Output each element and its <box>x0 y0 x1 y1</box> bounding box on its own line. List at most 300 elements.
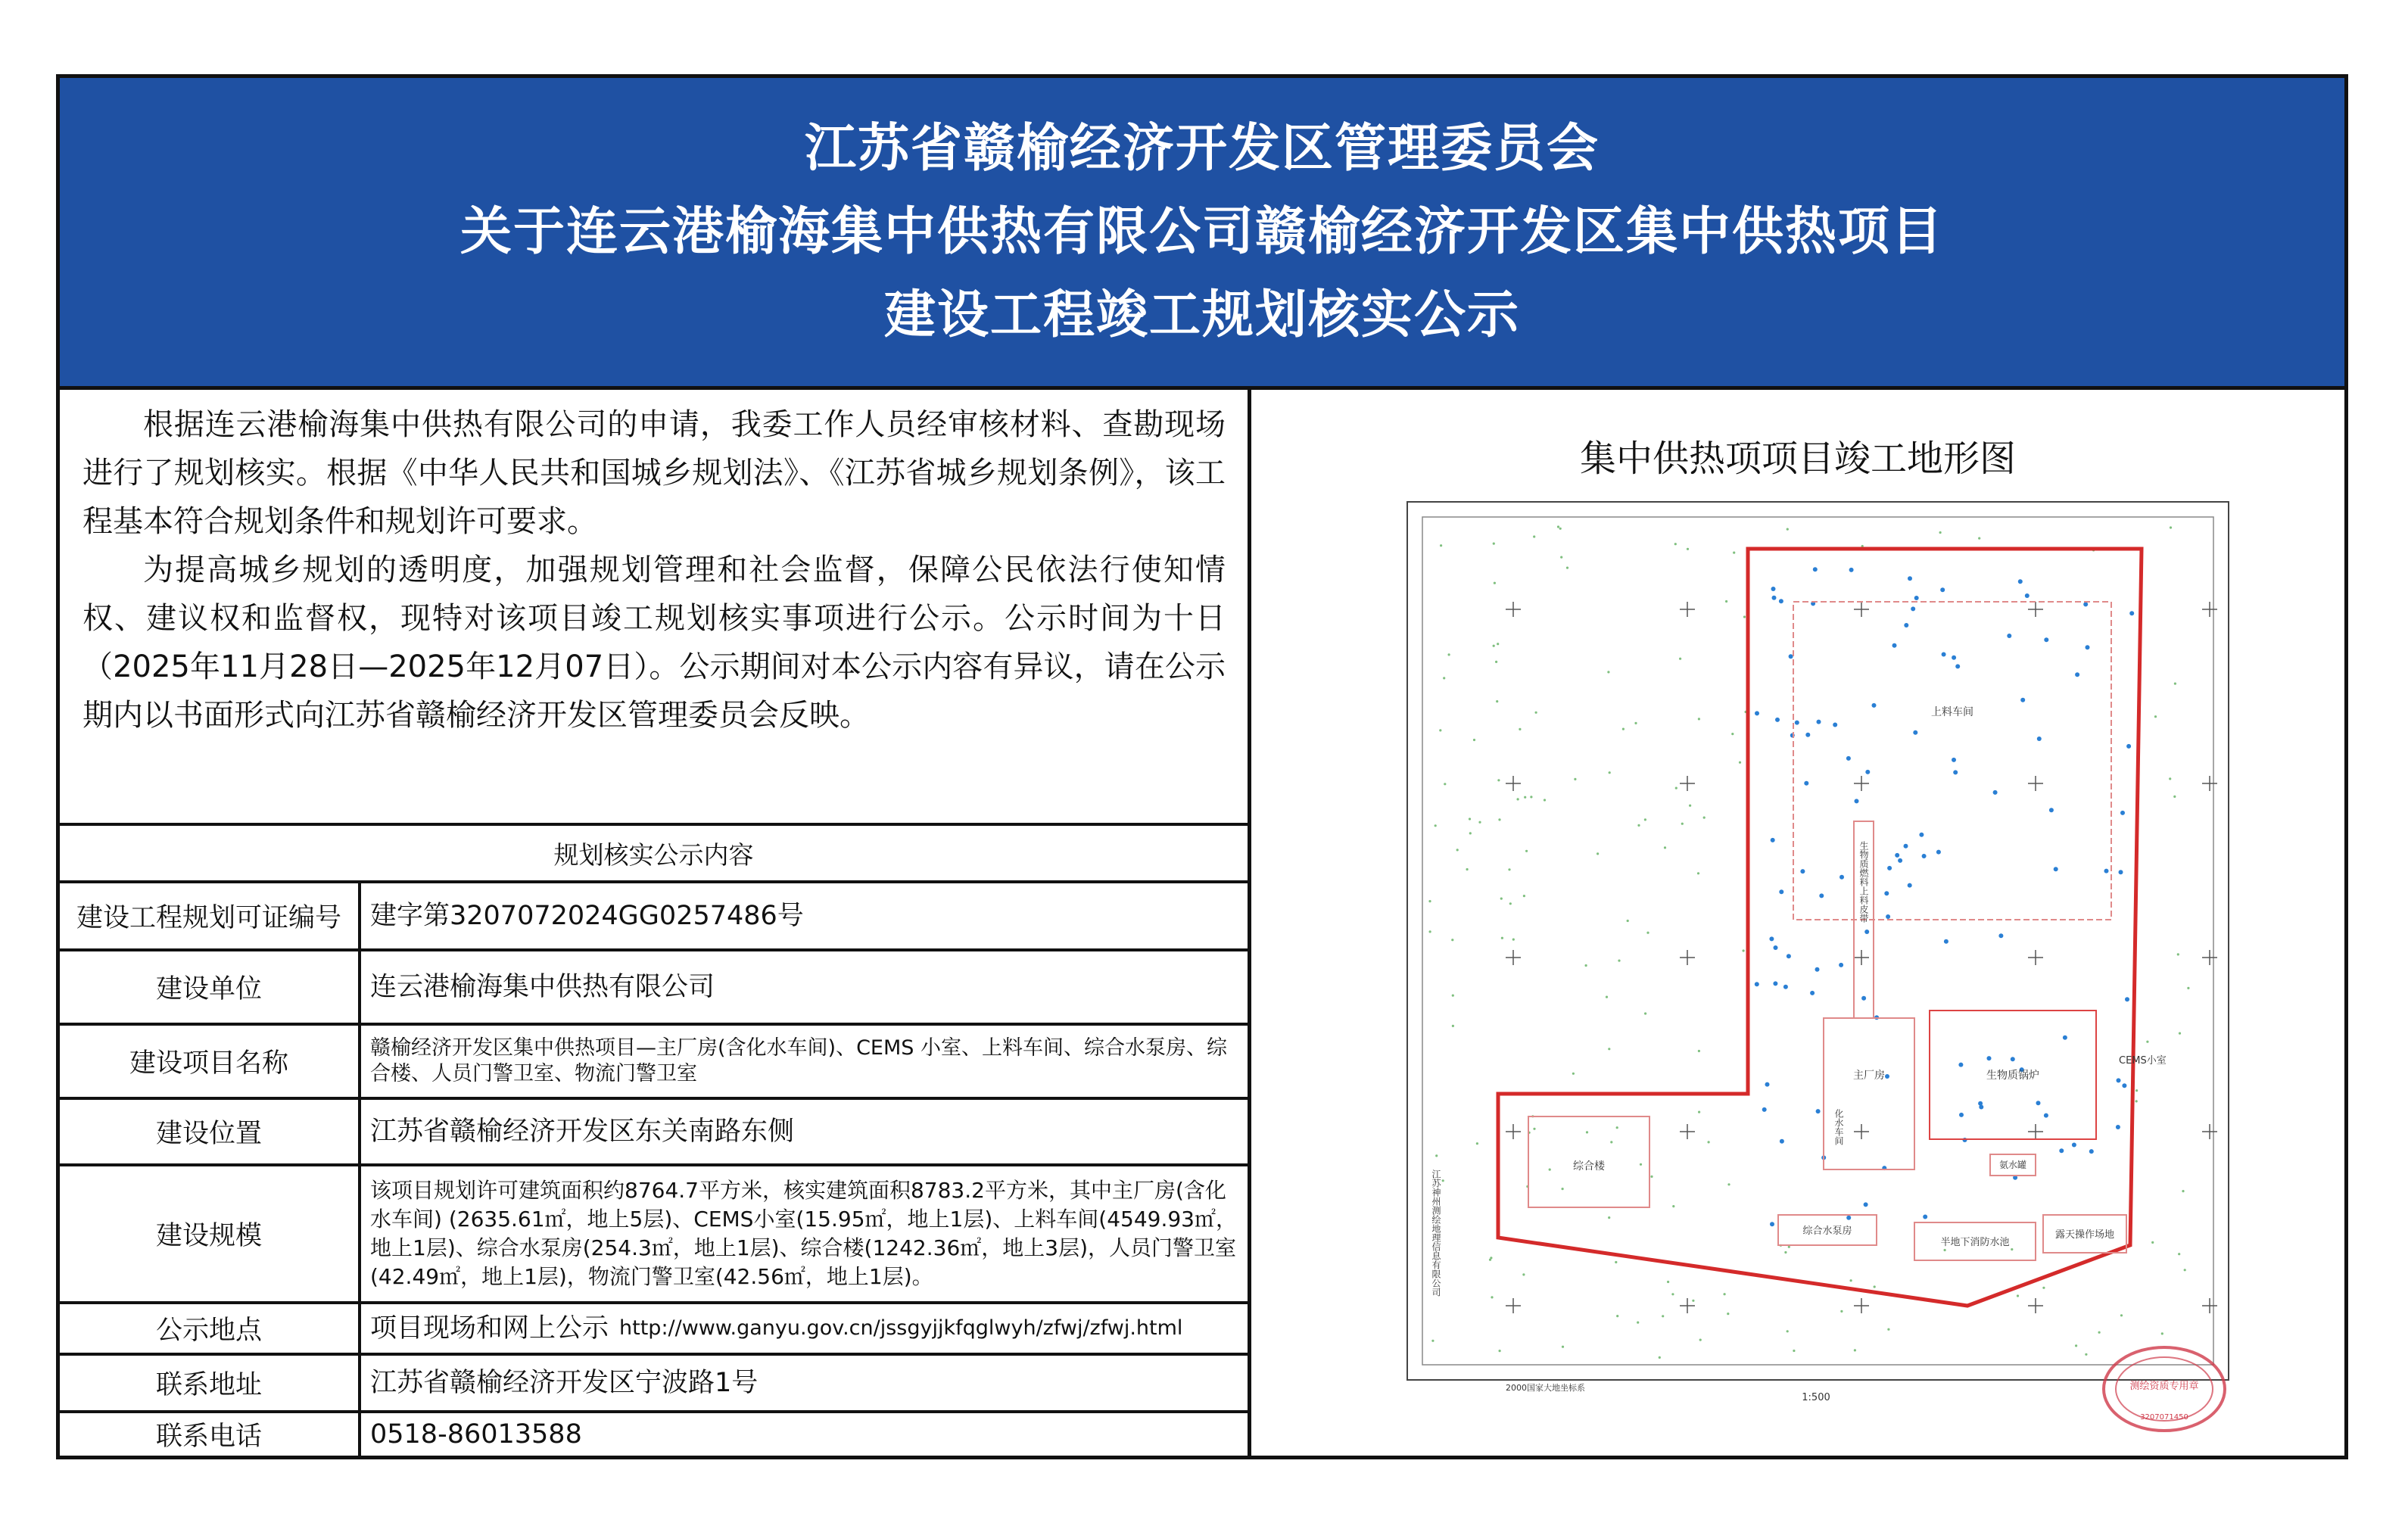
elevation-point <box>1789 654 1793 659</box>
elevation-point <box>2151 1241 2154 1244</box>
elevation-point <box>2036 1101 2041 1105</box>
elevation-point <box>1779 889 1783 894</box>
elevation-point <box>1508 868 1510 870</box>
elevation-point <box>1725 600 1727 603</box>
elevation-point <box>1839 963 1843 967</box>
elevation-point <box>1664 846 1666 849</box>
row-value-builder: 连云港榆海集中供热有限公司 <box>370 972 715 1002</box>
elevation-point <box>1773 981 1777 986</box>
row-value-scale: 该项目规划许可建筑面积约8764.7平方米，核实建筑面积8783.2平方米，其中主厂房(含化水车间) (2635.61㎡，地上5层)、CEMS小室(15.95㎡，地上1层)、上料车间(4549.93㎡，地上1层)、综合水泵房(254.3㎡，地上1层)、综合楼(1242.36㎡，地上3层)，人员门警卫室(42.49㎡，地上1层)，物流门警卫室(42.56㎡，地上1层)。 <box>370 1178 1237 1289</box>
elevation-point <box>1525 850 1528 852</box>
elevation-point <box>1780 1139 1784 1144</box>
elevation-point <box>1772 596 1777 600</box>
row-value-project-name: 赣榆经济开发区集中供热项目—主厂房(含化水车间)、CEMS 小室、上料车间、综合水泵房、综合楼、人员门警卫室、物流门警卫室 <box>370 1036 1227 1085</box>
elevation-point <box>1697 872 1699 874</box>
elevation-point <box>2007 634 2011 638</box>
elevation-point <box>1679 658 1681 660</box>
elevation-point <box>1815 967 1820 972</box>
elevation-point <box>1944 939 1949 944</box>
elevation-point <box>2179 1032 2181 1035</box>
elevation-point <box>2184 1269 2186 1271</box>
label-conveyor: 生物质燃料上料皮带 <box>1858 841 1869 923</box>
elevation-point <box>1755 982 1759 986</box>
elevation-point <box>1452 995 1454 997</box>
row-label-permit-number: 建设工程规划可证编号 <box>60 883 361 948</box>
label-ammonia-tank: 氨水罐 <box>1998 1160 2027 1170</box>
elevation-point <box>1442 1179 1444 1182</box>
elevation-point <box>1557 525 1559 528</box>
table-row <box>60 1301 1248 1353</box>
row-label-phone: 联系电话 <box>60 1413 361 1456</box>
elevation-point <box>1787 954 1791 958</box>
verification-table <box>60 823 1248 1456</box>
elevation-point <box>2117 1078 2121 1082</box>
elevation-point <box>1496 700 1498 702</box>
elevation-point <box>1435 1154 1438 1157</box>
elevation-point <box>1443 677 1445 679</box>
elevation-point <box>1429 930 1431 933</box>
elevation-point <box>1908 883 1912 888</box>
elevation-point <box>1840 1310 1843 1313</box>
elevation-point <box>2122 1083 2126 1088</box>
elevation-point <box>2042 1287 2045 1289</box>
label-main-plant: 主厂房 <box>1853 1070 1885 1082</box>
elevation-point <box>1788 1246 1790 1248</box>
elevation-point <box>2125 997 2129 1001</box>
elevation-point <box>2173 796 2176 798</box>
elevation-point <box>2161 1332 2163 1334</box>
elevation-point <box>1519 728 1521 730</box>
elevation-point <box>2017 1294 2019 1297</box>
elevation-point <box>2049 808 2054 812</box>
intro-paragraph-2: 为提高城乡规划的透明度，加强规划管理和社会监督，保障公民依法行使知情权、建议权和监督权，现特对该项目竣工规划核实事项进行公示。公示时间为十日（2025年11月28日—2025年12月07日）。公示期间对本公示内容有异议，请在公示期内以书面形式向江苏省赣榆经济开发区管理委员会反映。 <box>83 553 1226 733</box>
elevation-point <box>1637 824 1640 827</box>
elevation-point <box>1627 920 1629 922</box>
elevation-point <box>1817 720 1821 724</box>
label-pump-house: 综合水泵房 <box>1802 1225 1852 1237</box>
elevation-point <box>1865 770 1870 774</box>
notice-right-panel <box>1251 390 2344 1456</box>
elevation-point <box>1634 722 1637 724</box>
elevation-point <box>1846 1216 1851 1220</box>
label-boiler: 生物质锅炉 <box>1986 1070 2039 1082</box>
elevation-point <box>2170 526 2172 528</box>
elevation-point <box>1466 868 1469 870</box>
elevation-point <box>1562 1188 1564 1190</box>
map-paper <box>1400 488 2232 1434</box>
label-office: 综合楼 <box>1573 1160 1605 1173</box>
label-coord-note: 2000国家大地坐标系 <box>1506 1383 1585 1393</box>
elevation-point <box>1498 818 1500 821</box>
table-heading: 规划核实公示内容 <box>60 823 1248 880</box>
elevation-point <box>1936 850 1941 855</box>
elevation-point <box>1993 790 1998 795</box>
elevation-point <box>1689 805 1691 807</box>
elevation-point <box>2059 1148 2064 1153</box>
elevation-point <box>1493 645 1495 647</box>
label-water-workshop: 化水车间 <box>1833 1109 1844 1145</box>
elevation-point <box>1533 1128 1535 1130</box>
elevation-point <box>1476 1142 1478 1144</box>
elevation-point <box>1919 833 1924 837</box>
elevation-point <box>2086 645 2090 649</box>
elevation-point <box>1687 548 1689 550</box>
elevation-point <box>1428 900 1431 902</box>
header-title-line3: 建设工程竣工规划核实公示 <box>883 285 1520 345</box>
elevation-point <box>2116 1125 2120 1129</box>
elevation-point <box>1884 891 1889 895</box>
elevation-point <box>1733 552 1735 554</box>
elevation-point <box>2085 1353 2087 1356</box>
elevation-point <box>1451 939 1453 941</box>
elevation-point <box>1675 787 1678 789</box>
elevation-point <box>1469 818 1471 820</box>
elevation-point <box>2135 1089 2138 1092</box>
elevation-point <box>1606 996 1608 998</box>
notice-left-panel <box>60 390 1251 1456</box>
elevation-point <box>1644 1012 1646 1014</box>
label-loading-workshop: 上料车间 <box>1931 706 1973 718</box>
elevation-point <box>2098 1331 2101 1334</box>
elevation-point <box>1523 895 1525 897</box>
elevation-point <box>1813 567 1818 571</box>
elevation-point <box>1784 1251 1787 1254</box>
elevation-point <box>2182 1190 2184 1192</box>
elevation-point <box>1469 832 1472 834</box>
elevation-point <box>2187 987 2189 989</box>
elevation-point <box>2089 1149 2094 1154</box>
elevation-point <box>1681 823 1684 825</box>
elevation-point <box>1774 945 1778 950</box>
label-outdoor-area: 露天操作场地 <box>2054 1229 2115 1241</box>
elevation-point <box>1509 902 1512 905</box>
elevation-point <box>1864 1202 1868 1207</box>
label-cems: CEMS小室 <box>2119 1055 2167 1067</box>
elevation-point <box>1913 730 1917 735</box>
elevation-point <box>1473 739 1475 741</box>
elevation-point <box>1444 783 1446 785</box>
row-value-location: 江苏省赣榆经济开发区东关南路东侧 <box>370 1116 795 1147</box>
elevation-point <box>1597 852 1599 855</box>
elevation-point <box>1497 779 1500 781</box>
elevation-point <box>1795 721 1799 725</box>
elevation-point <box>1497 643 1499 645</box>
notice-header <box>60 78 2344 390</box>
elevation-point <box>1755 711 1759 715</box>
row-value-address: 江苏省赣榆经济开发区宁波路1号 <box>370 1368 759 1398</box>
elevation-point <box>1671 1293 1674 1295</box>
elevation-point <box>1448 653 1450 656</box>
elevation-point <box>1787 1330 1789 1332</box>
elevation-point <box>2075 672 2079 677</box>
elevation-point <box>1955 664 1960 668</box>
elevation-point <box>2146 1041 2148 1043</box>
elevation-point <box>1978 537 1980 540</box>
elevation-point <box>1864 930 1869 934</box>
elevation-point <box>1850 1279 1852 1282</box>
elevation-point <box>1512 939 1515 941</box>
elevation-point <box>1572 1073 1575 1075</box>
elevation-point <box>1952 758 1956 762</box>
stamp-text: 测绘资质专用章 <box>2129 1381 2199 1392</box>
elevation-point <box>1908 576 1912 581</box>
elevation-point <box>1608 1048 1610 1050</box>
elevation-point <box>1559 528 1562 530</box>
elevation-point <box>1944 1249 1946 1251</box>
elevation-point <box>1698 1111 1700 1113</box>
elevation-point <box>2075 1344 2077 1347</box>
elevation-point <box>2120 1314 2123 1316</box>
elevation-point <box>1765 1082 1770 1087</box>
elevation-point <box>1608 1216 1610 1219</box>
elevation-point <box>1562 1346 1564 1348</box>
elevation-point <box>2044 637 2048 642</box>
elevation-point <box>1953 770 1958 774</box>
elevation-point <box>1724 1293 1726 1295</box>
elevation-point <box>1952 656 1956 660</box>
elevation-point <box>1640 1163 1642 1166</box>
elevation-point <box>1904 623 1908 628</box>
elevation-point <box>1783 985 1788 989</box>
elevation-point <box>1771 838 1775 842</box>
elevation-point <box>1911 606 1915 611</box>
elevation-point <box>1549 1169 1551 1171</box>
elevation-point <box>1800 869 1805 874</box>
map-title: 集中供热项项目竣工地形图 <box>1579 438 2016 480</box>
elevation-point <box>1698 718 1700 720</box>
elevation-point <box>1849 568 1854 572</box>
elevation-point <box>1435 824 1437 827</box>
elevation-point <box>1731 733 1734 735</box>
elevation-point <box>1494 582 1496 584</box>
elevation-point <box>1609 771 1611 774</box>
elevation-point <box>1886 914 1890 919</box>
elevation-point <box>2119 870 2123 874</box>
elevation-point <box>1793 1350 1795 1352</box>
elevation-point <box>1622 728 1625 730</box>
elevation-point <box>2120 811 2125 815</box>
elevation-point <box>1615 1261 1617 1263</box>
elevation-point <box>1452 1025 1454 1027</box>
header-title-line2: 关于连云港榆海集中供热有限公司赣榆经济开发区集中供热项目 <box>459 201 1944 262</box>
elevation-point <box>2154 715 2157 718</box>
elevation-point <box>1854 1349 1856 1351</box>
elevation-point <box>1544 799 1546 801</box>
elevation-point <box>1770 1222 1774 1226</box>
elevation-point <box>1998 933 2003 938</box>
elevation-point <box>2104 869 2109 874</box>
elevation-point <box>2037 737 2042 741</box>
elevation-point <box>2054 867 2058 871</box>
table-row <box>60 1097 1248 1163</box>
row-value-permit-number: 建字第3207072024GG0257486号 <box>370 901 804 931</box>
row-label-scale: 建设规模 <box>60 1166 361 1301</box>
elevation-point <box>2011 1057 2015 1061</box>
elevation-point <box>1560 556 1562 559</box>
elevation-point <box>1585 964 1587 967</box>
elevation-point <box>1739 761 1741 764</box>
elevation-point <box>2020 698 2025 702</box>
row-label-publish-place: 公示地点 <box>60 1304 361 1353</box>
row-value-phone: 0518-86013588 <box>370 1419 582 1450</box>
site-survey-map <box>1400 488 2232 1434</box>
elevation-point <box>1644 818 1646 821</box>
elevation-point <box>1839 875 1844 880</box>
table-row <box>60 1163 1248 1301</box>
row-label-address: 联系地址 <box>60 1356 361 1410</box>
elevation-point <box>2178 1253 2180 1255</box>
elevation-point <box>1833 723 1837 727</box>
elevation-point <box>1923 1215 1927 1219</box>
elevation-point <box>1914 596 1919 600</box>
elevation-point <box>1566 567 1568 569</box>
elevation-point <box>1637 1322 1639 1324</box>
label-map-scale: 1:500 <box>1802 1392 1830 1403</box>
elevation-point <box>1874 1285 1876 1288</box>
elevation-point <box>2135 1100 2138 1102</box>
elevation-point <box>2018 579 2023 584</box>
elevation-point <box>1872 703 1877 708</box>
elevation-point <box>1805 733 1810 737</box>
publish-url-link[interactable]: http://www.ganyu.gov.cn/jssgyjjkfqglwyh/zfwj/zfwj.html <box>619 1316 1183 1340</box>
elevation-point <box>1855 799 1859 803</box>
elevation-point <box>1769 936 1774 941</box>
elevation-point <box>2129 611 2134 615</box>
elevation-point <box>1810 991 1815 995</box>
elevation-point <box>2044 1113 2048 1118</box>
elevation-point <box>1535 712 1537 714</box>
elevation-point <box>1743 949 1745 951</box>
elevation-point <box>1904 844 1908 849</box>
elevation-point <box>1708 1141 1710 1143</box>
elevation-point <box>1439 729 1441 731</box>
stamp-code: 3207071450 <box>2140 1413 2188 1422</box>
elevation-point <box>1959 1113 1964 1117</box>
elevation-point <box>1887 1328 1889 1331</box>
intro-text <box>83 400 1226 740</box>
elevation-point <box>2174 683 2176 685</box>
elevation-point <box>1698 1050 1700 1052</box>
elevation-point <box>1816 1109 1821 1113</box>
table-row <box>60 948 1248 1023</box>
elevation-point <box>1819 893 1824 898</box>
elevation-point <box>1887 866 1892 870</box>
elevation-point <box>2025 593 2030 598</box>
row-value-publish-place <box>370 1304 1238 1353</box>
elevation-point <box>1607 671 1609 673</box>
elevation-point <box>1885 1074 1889 1079</box>
elevation-point <box>1743 615 1746 618</box>
elevation-point <box>1699 1339 1702 1341</box>
table-row <box>60 1353 1248 1410</box>
elevation-point <box>1958 1063 1963 1067</box>
elevation-point <box>1650 1176 1653 1178</box>
elevation-point <box>2072 1143 2076 1148</box>
table-row <box>60 1410 1248 1456</box>
elevation-point <box>1779 599 1783 603</box>
header-title-line1: 江苏省赣榆经济开发区管理委员会 <box>804 118 1600 179</box>
elevation-point <box>1787 528 1789 531</box>
elevation-point <box>2126 744 2131 749</box>
elevation-point <box>1489 1259 1491 1261</box>
elevation-point <box>1762 1107 1767 1112</box>
elevation-point <box>1499 1350 1501 1352</box>
elevation-point <box>2083 602 2088 606</box>
elevation-point <box>1703 817 1706 819</box>
elevation-point <box>1522 1273 1525 1275</box>
elevation-point <box>1727 1313 1729 1315</box>
elevation-point <box>1987 1056 1992 1060</box>
row-label-builder: 建设单位 <box>60 951 361 1023</box>
elevation-point <box>1491 1296 1493 1298</box>
elevation-point <box>1646 932 1649 934</box>
elevation-point <box>1775 718 1780 722</box>
elevation-point <box>1478 821 1481 824</box>
label-fire-pool: 半地下消防水池 <box>1940 1237 2010 1248</box>
elevation-point <box>1524 796 1526 799</box>
elevation-point <box>1667 1281 1669 1283</box>
elevation-point <box>1495 661 1497 663</box>
elevation-point <box>1674 543 1677 545</box>
elevation-point <box>1940 587 1945 592</box>
elevation-point <box>1574 778 1576 780</box>
elevation-point <box>1610 1141 1612 1143</box>
elevation-point <box>1727 1183 1730 1185</box>
elevation-point <box>2063 1036 2067 1040</box>
elevation-point <box>1616 1315 1618 1317</box>
elevation-point <box>2169 777 2171 780</box>
elevation-point <box>1922 854 1927 858</box>
elevation-point <box>1659 1356 1661 1359</box>
elevation-point <box>1942 652 1946 657</box>
elevation-point <box>1895 853 1899 858</box>
elevation-point <box>1493 543 1495 545</box>
row-label-location: 建设位置 <box>60 1100 361 1163</box>
elevation-point <box>1501 937 1503 939</box>
elevation-point <box>2177 953 2179 955</box>
elevation-point <box>1586 1131 1588 1133</box>
elevation-point <box>1861 996 1866 1001</box>
elevation-point <box>1662 1315 1664 1317</box>
elevation-point <box>1533 535 1535 537</box>
row-label-project-name: 建设项目名称 <box>60 1026 361 1097</box>
elevation-point <box>1692 1300 1694 1302</box>
elevation-point <box>1440 544 1442 547</box>
elevation-point <box>1530 796 1532 798</box>
elevation-point <box>1672 1205 1674 1207</box>
elevation-point <box>1616 1126 1618 1129</box>
elevation-point <box>1898 858 1902 863</box>
elevation-point <box>2011 1248 2013 1250</box>
elevation-point <box>1978 1101 1983 1106</box>
elevation-point <box>1456 849 1459 851</box>
elevation-point <box>1771 587 1776 591</box>
label-side-company: 江苏神州测绘地理信息有限公司 <box>1431 1169 1441 1297</box>
intro-paragraph-1: 根据连云港榆海集中供热有限公司的申请，我委工作人员经审核材料、查勘现场进行了规划核实。根据《中华人民共和国城乡规划法》、《江苏省城乡规划条例》，该工程基本符合规划条件和规划许可要求。 <box>83 407 1226 539</box>
publish-place-text: 项目现场和网上公示 <box>370 1313 609 1344</box>
elevation-point <box>1517 798 1519 800</box>
elevation-point <box>1500 898 1503 900</box>
elevation-point <box>1892 643 1897 648</box>
elevation-point <box>1846 756 1851 761</box>
table-row <box>60 880 1248 948</box>
table-row <box>60 1023 1248 1097</box>
elevation-point <box>1618 960 1620 962</box>
elevation-point <box>1939 531 1942 534</box>
elevation-point <box>1431 1340 1434 1342</box>
notice-board <box>56 74 2348 1459</box>
elevation-point <box>1804 781 1808 786</box>
